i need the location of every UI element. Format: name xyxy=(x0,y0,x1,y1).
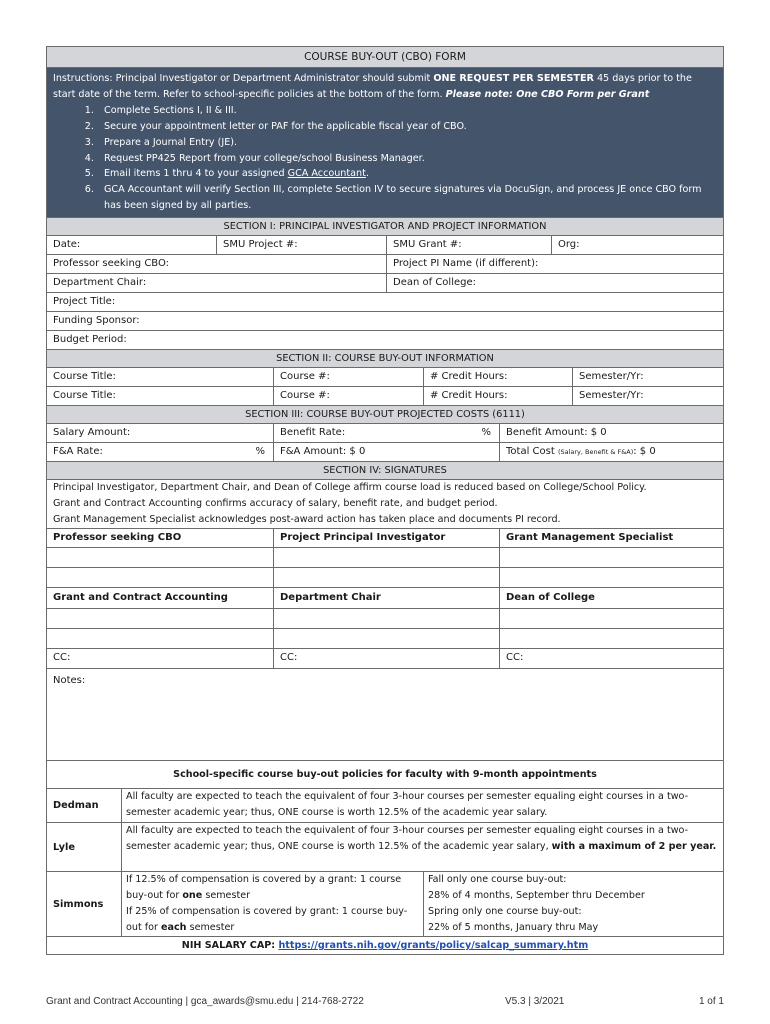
footer-version: V5.3 | 3/2021 xyxy=(505,996,565,1007)
department-chair-field[interactable]: Department Chair: xyxy=(53,277,147,289)
policy-text-simmons-right: Fall only one course buy-out: 28% of 4 months, September thru December Spring only one course buy-out: 22% of 5 months, January thru May xyxy=(423,872,723,936)
course-number-field[interactable]: Course #: xyxy=(273,368,423,386)
signature-box[interactable] xyxy=(499,629,723,648)
benefit-amount-field[interactable]: Benefit Amount: $ 0 xyxy=(499,424,723,442)
step-5: 5. Email items 1 thru 4 to your assigned GCA Accountant. xyxy=(97,166,717,182)
notes-field[interactable]: Notes: xyxy=(47,668,723,760)
section-1-row-1 xyxy=(47,235,723,254)
section-1-row-5 xyxy=(47,311,723,330)
signature-line-row xyxy=(47,608,723,628)
percent-sign: % xyxy=(255,446,265,458)
signature-box[interactable] xyxy=(499,568,723,587)
signature-header-row-1 xyxy=(47,528,723,547)
policies-title: School-specific course buy-out policies for faculty with 9-month appointments xyxy=(47,760,723,788)
course-row-2 xyxy=(47,386,723,405)
course-number-field[interactable]: Course #: xyxy=(273,387,423,405)
percent-sign: % xyxy=(481,427,491,439)
section-3-heading: SECTION III: COURSE BUY-OUT PROJECTED COSTS (6111) xyxy=(47,405,723,423)
salary-amount-field[interactable]: Salary Amount: xyxy=(53,427,131,439)
section-1-row-4 xyxy=(47,292,723,311)
section-1-row-6 xyxy=(47,330,723,349)
instructions-intro: Instructions: Principal Investigator or Department Administrator should submit ONE REQUEST PER SEMESTER 45 days prior to the start date of the term. Refer to school-specific policies at the bottom of the form. Please note: One CBO Form per Grant xyxy=(53,73,692,100)
cc-field[interactable]: CC: xyxy=(273,649,499,668)
section-1-heading: SECTION I: PRINCIPAL INVESTIGATOR AND PROJECT INFORMATION xyxy=(47,217,723,235)
step-1: 1. Complete Sections I, II & III. xyxy=(97,103,717,119)
date-field[interactable]: Date: xyxy=(53,239,81,251)
signature-box[interactable] xyxy=(47,629,273,648)
sig-label-dean: Dean of College xyxy=(499,588,723,608)
credit-hours-field[interactable]: # Credit Hours: xyxy=(423,387,572,405)
signature-date-row xyxy=(47,628,723,648)
instruction-steps xyxy=(53,103,717,214)
policy-text-simmons-left: If 12.5% of compensation is covered by a grant: 1 course buy-out for one semester If 25% of compensation is covered by grant: 1 course buy-out for each semester xyxy=(121,872,423,936)
policy-text-lyle: All faculty are expected to teach the equivalent of four 3-hour courses per semester equaling eight courses in a two-semester academic year; thus, ONE course is worth 12.5% of the academic year salary, with a maximum of 2 per year. xyxy=(121,823,723,871)
footer-contact: Grant and Contract Accounting | gca_awards@smu.edu | 214-768-2722 xyxy=(46,996,364,1007)
form-title: COURSE BUY-OUT (CBO) FORM xyxy=(47,47,723,68)
nih-salary-cap-link[interactable]: https://grants.nih.gov/grants/policy/salcap_summary.htm xyxy=(278,940,589,952)
policy-simmons xyxy=(47,871,723,936)
project-title-field[interactable]: Project Title: xyxy=(53,296,116,308)
fa-amount-field[interactable]: F&A Amount: $ 0 xyxy=(273,443,499,461)
step-2: 2. Secure your appointment letter or PAF for the applicable fiscal year of CBO. xyxy=(97,119,717,135)
total-cost-field[interactable]: Total Cost (Salary, Benefit & F&A): $ 0 xyxy=(499,443,723,461)
policy-text-dedman: All faculty are expected to teach the equivalent of four 3-hour courses per semester equaling eight courses in a two-semester academic year; thus, ONE course is worth 12.5% of the academic year salary. xyxy=(121,789,723,822)
benefit-rate-field[interactable]: Benefit Rate: % xyxy=(273,424,499,442)
signature-date-row xyxy=(47,567,723,587)
budget-period-field[interactable]: Budget Period: xyxy=(53,334,127,346)
step-3: 3. Prepare a Journal Entry (JE). xyxy=(97,135,717,151)
project-pi-field[interactable]: Project PI Name (if different): xyxy=(386,255,723,273)
section-2-heading: SECTION II: COURSE BUY-OUT INFORMATION xyxy=(47,349,723,367)
semester-field[interactable]: Semester/Yr: xyxy=(572,368,723,386)
sig-label-department-chair: Department Chair xyxy=(273,588,499,608)
affirmation-text: Principal Investigator, Department Chair, and Dean of College affirm course load is reduced based on College/School Policy. Grant and Contract Accounting confirms accuracy of salary, benefit rate, and budget period. Grant Management Specialist acknowledges post-award action has taken place and documents PI record. xyxy=(47,479,723,528)
school-label-lyle: Lyle xyxy=(53,841,75,853)
signature-box[interactable] xyxy=(47,609,273,628)
credit-hours-field[interactable]: # Credit Hours: xyxy=(423,368,572,386)
professor-field[interactable]: Professor seeking CBO: xyxy=(53,258,170,270)
sig-label-grant-management: Grant Management Specialist xyxy=(499,529,723,547)
section-1-row-2 xyxy=(47,254,723,273)
signature-box[interactable] xyxy=(47,548,273,567)
signature-box[interactable] xyxy=(273,568,499,587)
smu-grant-field[interactable]: SMU Grant #: xyxy=(386,236,551,254)
signature-header-row-2 xyxy=(47,587,723,608)
signature-box[interactable] xyxy=(499,609,723,628)
smu-project-field[interactable]: SMU Project #: xyxy=(216,236,386,254)
course-title-field[interactable]: Course Title: xyxy=(53,390,116,402)
step-4: 4. Request PP425 Report from your college/school Business Manager. xyxy=(97,151,717,167)
course-title-field[interactable]: Course Title: xyxy=(53,371,116,383)
sig-label-professor: Professor seeking CBO xyxy=(53,532,182,544)
footer-page-number: 1 of 1 xyxy=(698,996,724,1007)
school-label-simmons: Simmons xyxy=(53,898,104,910)
instructions-panel xyxy=(47,68,723,217)
signature-box[interactable] xyxy=(273,609,499,628)
policy-dedman xyxy=(47,788,723,822)
step-6: 6. GCA Accountant will verify Section III, complete Section IV to secure signatures via DocuSign, and process JE once CBO form has been signed by all parties. xyxy=(97,182,717,214)
cc-field[interactable]: CC: xyxy=(499,649,723,668)
school-label-dedman: Dedman xyxy=(53,800,99,812)
signature-box[interactable] xyxy=(273,629,499,648)
sig-label-gca: Grant and Contract Accounting xyxy=(53,592,228,604)
costs-row-2 xyxy=(47,442,723,461)
signature-box[interactable] xyxy=(273,548,499,567)
costs-row-1 xyxy=(47,423,723,442)
funding-sponsor-field[interactable]: Funding Sponsor: xyxy=(53,315,140,327)
sig-label-project-pi: Project Principal Investigator xyxy=(273,529,499,547)
section-1-row-3 xyxy=(47,273,723,292)
cbo-form xyxy=(46,46,724,955)
signature-box[interactable] xyxy=(47,568,273,587)
fa-rate-field[interactable]: F&A Rate: % xyxy=(47,443,273,461)
section-4-heading: SECTION IV: SIGNATURES xyxy=(47,461,723,479)
gca-accountant-link[interactable]: GCA Accountant xyxy=(287,168,366,180)
dean-field[interactable]: Dean of College: xyxy=(386,274,723,292)
cc-field[interactable]: CC: xyxy=(53,652,71,664)
cc-row xyxy=(47,648,723,668)
signature-box[interactable] xyxy=(499,548,723,567)
policy-lyle xyxy=(47,822,723,871)
course-row-1 xyxy=(47,367,723,386)
signature-line-row xyxy=(47,547,723,567)
org-field[interactable]: Org: xyxy=(551,236,723,254)
nih-salary-cap: NIH SALARY CAP: https://grants.nih.gov/grants/policy/salcap_summary.htm xyxy=(47,936,723,954)
semester-field[interactable]: Semester/Yr: xyxy=(572,387,723,405)
